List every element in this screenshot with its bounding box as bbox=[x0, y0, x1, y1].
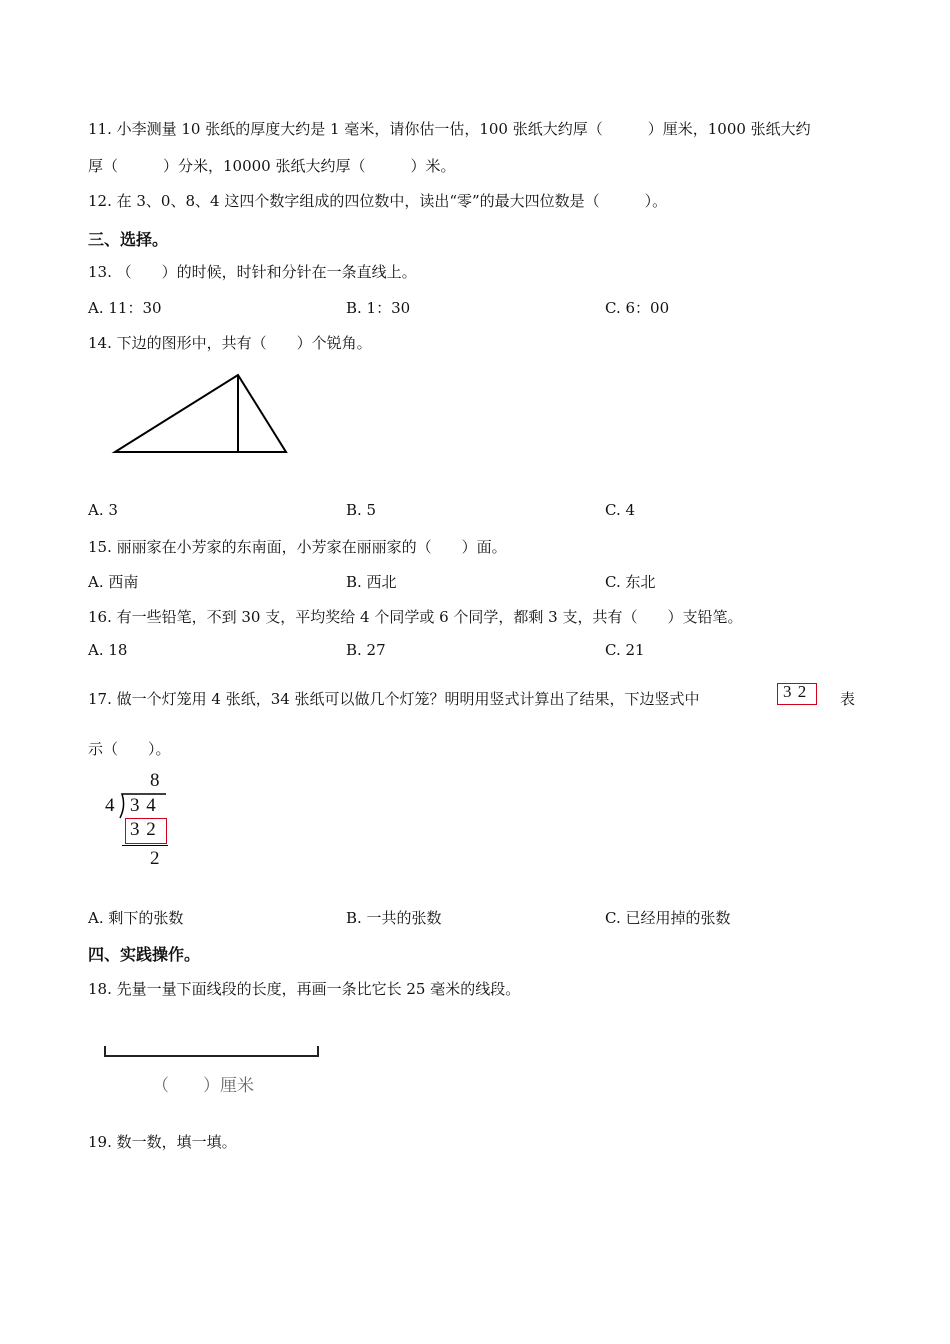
q17-line1-end: 表 bbox=[840, 690, 856, 708]
line-segment bbox=[100, 1040, 325, 1062]
q13-option-a: A. 11：30 bbox=[88, 299, 162, 317]
division-remainder: 2 bbox=[150, 848, 160, 869]
q15-option-a: A. 西南 bbox=[88, 573, 139, 591]
q13-option-c: C. 6：00 bbox=[605, 299, 670, 317]
q17-line2: 示（ ）。 bbox=[88, 740, 171, 758]
q17-option-b: B. 一共的张数 bbox=[346, 909, 442, 927]
division-quotient: 8 bbox=[150, 770, 160, 791]
q14-text: 14. 下边的图形中，共有（ ）个锐角。 bbox=[88, 334, 372, 352]
division-dividend: 3 4 bbox=[130, 795, 157, 816]
q17-line1: 17. 做一个灯笼用 4 张纸，34 张纸可以做几个灯笼？明明用竖式计算出了结果，下边竖式中 bbox=[88, 690, 700, 708]
division-product: 3 2 bbox=[130, 819, 157, 840]
q18-text: 18. 先量一量下面线段的长度，再画一条比它长 25 毫米的线段。 bbox=[88, 980, 521, 998]
q13-option-b: B. 1：30 bbox=[346, 299, 411, 317]
q16-option-b: B. 27 bbox=[346, 641, 386, 659]
q19-text: 19. 数一数，填一填。 bbox=[88, 1133, 237, 1151]
q17-inline-boxed-text: 3 2 bbox=[783, 682, 808, 701]
q12-text: 12. 在 3、0、8、4 这四个数字组成的四位数中，读出“零”的最大四位数是（ ）。 bbox=[88, 192, 668, 210]
q11-line1: 11. 小李测量 10 张纸的厚度大约是 1 毫米，请你估一估，100 张纸大约厚（ ）厘米，1000 张纸大约 bbox=[88, 120, 811, 138]
triangle-outline bbox=[115, 375, 286, 452]
division-divisor: 4 bbox=[105, 795, 115, 816]
q11-line2: 厚（ ）分米，10000 张纸大约厚（ ）米。 bbox=[88, 157, 456, 175]
q17-option-a: A. 剩下的张数 bbox=[88, 909, 184, 927]
q16-text: 16. 有一些铅笔，不到 30 支，平均奖给 4 个同学或 6 个同学，都剩 3 支，共有（ ）支铅笔。 bbox=[88, 608, 743, 626]
q13-text: 13. （ ）的时候，时针和分针在一条直线上。 bbox=[88, 263, 417, 281]
triangle-figure bbox=[110, 370, 295, 460]
q15-option-c: C. 东北 bbox=[605, 573, 656, 591]
q14-option-a: A. 3 bbox=[88, 501, 118, 519]
q17-option-c: C. 已经用掉的张数 bbox=[605, 909, 731, 927]
division-product-box bbox=[125, 818, 167, 844]
q17-inline-boxed bbox=[777, 683, 817, 705]
segment-length-label: （ ）厘米 bbox=[152, 1076, 254, 1096]
division-rule bbox=[122, 845, 168, 846]
q14-option-b: B. 5 bbox=[346, 501, 377, 519]
section-3-title: 三、选择。 bbox=[88, 230, 169, 249]
q16-option-c: C. 21 bbox=[605, 641, 645, 659]
q14-option-c: C. 4 bbox=[605, 501, 636, 519]
q15-text: 15. 丽丽家在小芳家的东南面，小芳家在丽丽家的（ ）面。 bbox=[88, 538, 507, 556]
section-4-title: 四、实践操作。 bbox=[88, 945, 201, 964]
q16-option-a: A. 18 bbox=[88, 641, 128, 659]
q15-option-b: B. 西北 bbox=[346, 573, 397, 591]
